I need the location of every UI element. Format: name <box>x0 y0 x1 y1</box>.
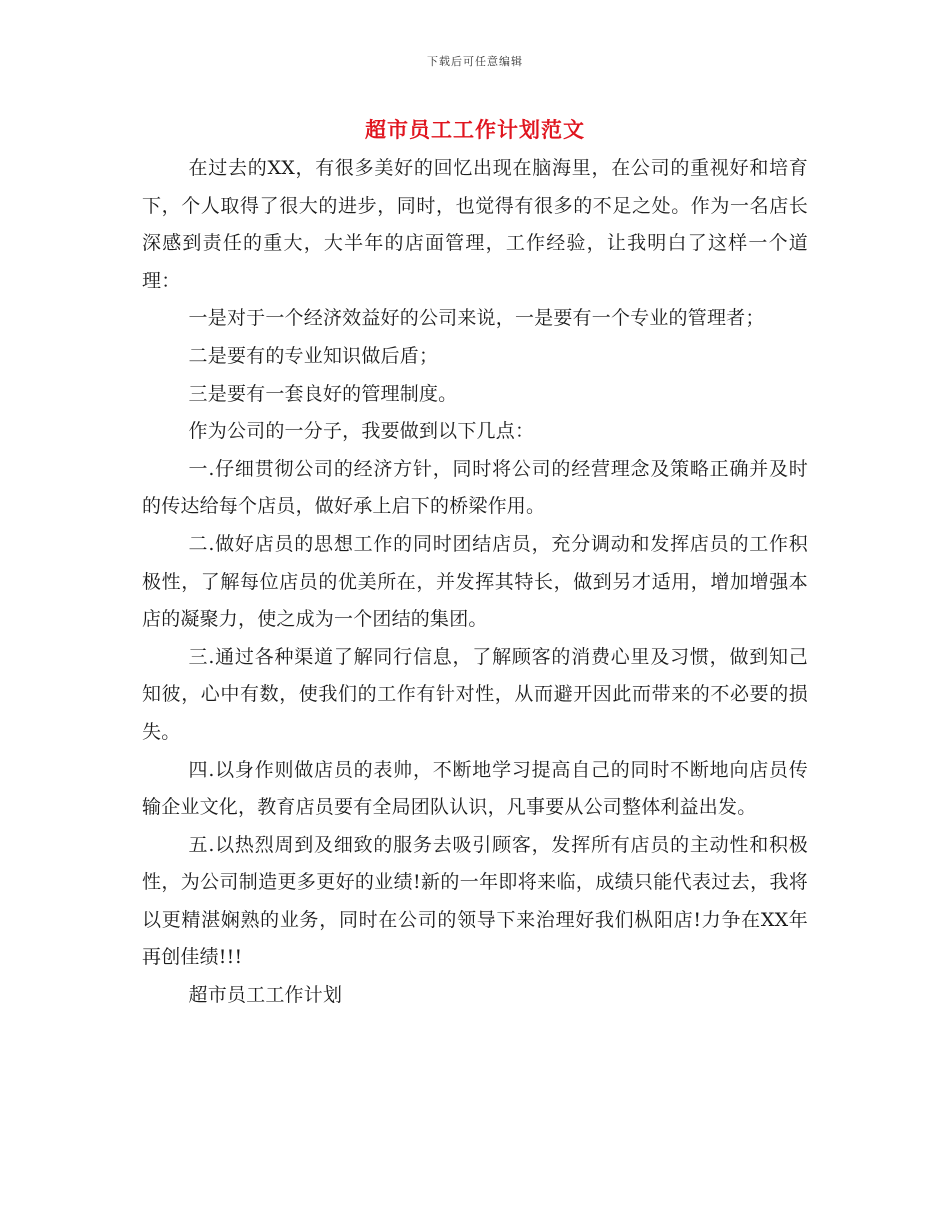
paragraph-point-one: 一是对于一个经济效益好的公司来说，一是要有一个专业的管理者； <box>188 307 765 330</box>
paragraph-item-5: 五.以热烈周到及细致的服务去吸引顾客，发挥所有店员的主动性和积极性，为公司制造更多更好的业绩!新的一年即将来临，成绩只能代表过去，我将以更精湛娴熟的业务，同时在公司的领导下来治理好我们枞阳店!力争在XX年再创佳绩!!! <box>142 833 808 969</box>
paragraph-item-4: 四.以身作则做店员的表帅，不断地学习提高自己的同时不断地向店员传输企业文化，教育店员要有全局团队认识，凡事要从公司整体利益出发。 <box>142 758 808 819</box>
paragraph-item-3: 三.通过各种渠道了解同行信息，了解顾客的消费心里及习惯，做到知己知彼，心中有数，使我们的工作有针对性，从而避开因此而带来的不必要的损失。 <box>142 645 808 743</box>
document-title: 超市员工工作计划范文 <box>365 118 585 142</box>
paragraph-point-three: 三是要有一套良好的管理制度。 <box>188 382 458 405</box>
paragraph-item-2: 二.做好店员的思想工作的同时团结店员，充分调动和发挥店员的工作积极性，了解每位店员的优美所在，并发挥其特长，做到另才适用，增加增强本店的凝聚力，使之成为一个团结的集团。 <box>142 532 808 631</box>
paragraph-commitments-intro: 作为公司的一分子，我要做到以下几点： <box>188 420 535 443</box>
header-note: 下载后可任意编辑 <box>427 55 523 68</box>
paragraph-point-two: 二是要有的专业知识做后盾； <box>188 344 439 367</box>
paragraph-section-heading: 超市员工工作计划 <box>188 984 343 1007</box>
paragraph-item-1: 一.仔细贯彻公司的经济方针，同时将公司的经营理念及策略正确并及时的传达给每个店员，做好承上启下的桥梁作用。 <box>142 457 808 518</box>
paragraph-intro: 在过去的XX，有很多美好的回忆出现在脑海里，在公司的重视好和培育下，个人取得了很大的进步，同时，也觉得有很多的不足之处。作为一名店长深感到责任的重大，大半年的店面管理，工作经验，让我明白了这样一个道理： <box>142 157 808 292</box>
document-body <box>142 150 808 1015</box>
